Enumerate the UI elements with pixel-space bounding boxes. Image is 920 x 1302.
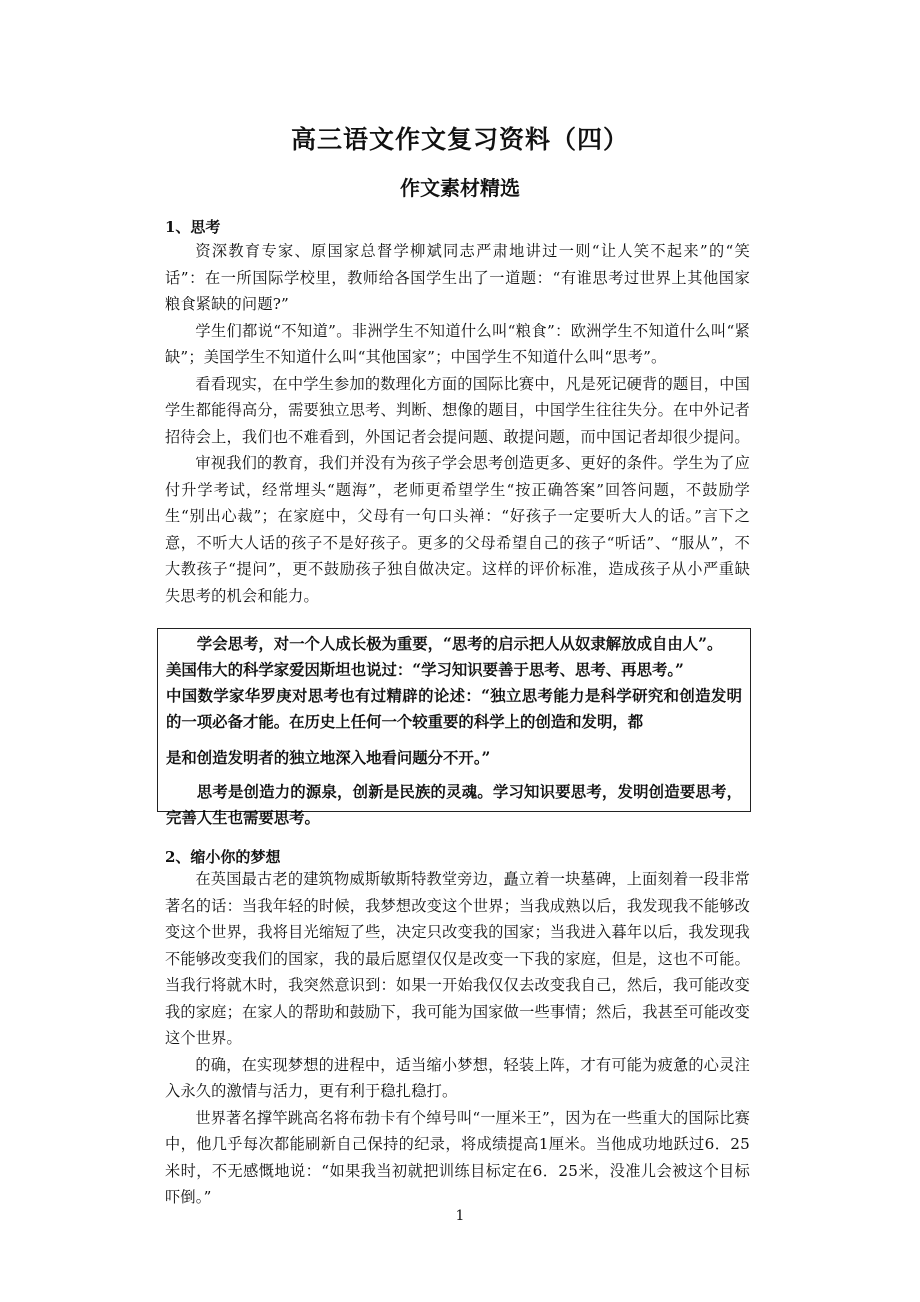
- box-paragraph: 是和创造发明者的独立地深入地看问题分不开。”: [166, 749, 491, 767]
- paragraph: 审视我们的教育，我们并没有为孩子学会思考创造更多、更好的条件。学生为了应付升学考试，经常埋头“题海”，老师更希望学生“按正确答案”回答问题，不鼓励学生“别出心裁”；在家庭中，父母有一句口头禅：“好孩子一定要听大人的话。”言下之意，不听大人话的孩子不是好孩子。更多的父母希望自己的孩子“听话”、“服从”，不大教孩子“提问”，更不鼓励孩子独自做决定。这样的评价标准，造成孩子从小严重缺失思考的机会和能力。: [165, 454, 750, 605]
- document-subtitle: 作文素材精选: [400, 176, 520, 200]
- highlight-box: [157, 628, 751, 827]
- paragraph: 看看现实，在中学生参加的数理化方面的国际比赛中，凡是死记硬背的题目，中国学生都能得高分，需要独立思考、判断、想像的题目，中国学生往往失分。在中外记者招待会上，我们也不难看到，外国记者会提问题、敢提问题，而中国记者却很少提问。: [165, 374, 750, 446]
- paragraph: 的确，在实现梦想的进程中，适当缩小梦想，轻装上阵，才有可能为疲惫的心灵注入永久的激情与活力，更有利于稳扎稳打。: [165, 1055, 750, 1100]
- box-paragraph: 学会思考，对一个人成长极为重要，“思考的启示把人从奴隶解放成自由人”。: [196, 635, 723, 653]
- section-heading-dream: 2、缩小你的梦想: [165, 848, 281, 866]
- paragraph: 在英国最古老的建筑物威斯敏斯特教堂旁边，矗立着一块墓碑，上面刻着一段非常著名的话：当我年轻的时候，我梦想改变这个世界；当我成熟以后，我发现我不能够改变这个世界，我将目光缩短了些，决定只改变我的国家；当我进入暮年以后，我发现我不能够改变我们的国家，我的最后愿望仅仅是改变一下我的家庭，但是，这也不可能。当我行将就木时，我突然意识到：如果一开始我仅仅去改变我自己，然后，我可能改变我的家庭；在家人的帮助和鼓励下，我可能为国家做一些事情；然后，我甚至可能改变这个世界。: [165, 870, 750, 1047]
- paragraph: 世界著名撑竿跳高名将布勃卡有个绰号叫“一厘米王”，因为在一些重大的国际比赛中，他几乎每次都能刷新自己保持的纪录，将成绩提高1厘米。当他成功地跃过6．25米时，不无感慨地说：“如果我当初就把训练目标定在6．25米，没准儿会被这个目标吓倒。”: [165, 1108, 750, 1206]
- section-thinking: [165, 238, 750, 609]
- paragraph: 学生们都说“不知道”。非洲学生不知道什么叫“粮食”：欧洲学生不知道什么叫“紧缺”；美国学生不知道什么叫“其他国家”；中国学生不知道什么叫“思考”。: [165, 321, 750, 366]
- paragraph: 资深教育专家、原国家总督学柳斌同志严肃地讲过一则“让人笑不起来”的“笑话”：在一所国际学校里，教师给各国学生出了一道题：“有谁思考过世界上其他国家粮食紧缺的问题?”: [165, 242, 750, 313]
- section-dream: [165, 866, 750, 1211]
- box-paragraph: 思考是创造力的源泉，创新是民族的灵魂。学习知识要思考，发明创造要思考，完善人生也需要思考。: [166, 783, 742, 827]
- box-paragraph: 中国数学家华罗庚对思考也有过精辟的论述：“独立思考能力是科学研究和创造发明的一项必备才能。在历史上任何一个较重要的科学上的创造和发明，都: [166, 687, 742, 731]
- box-paragraph: 美国伟大的科学家爱因斯坦也说过：“学习知识要善于思考、思考、再思考。”: [166, 661, 684, 679]
- document-title: 高三语文作文复习资料（四）: [290, 125, 629, 154]
- page-number: 1: [455, 1208, 465, 1224]
- section-heading-thinking: 1、思考: [165, 218, 221, 236]
